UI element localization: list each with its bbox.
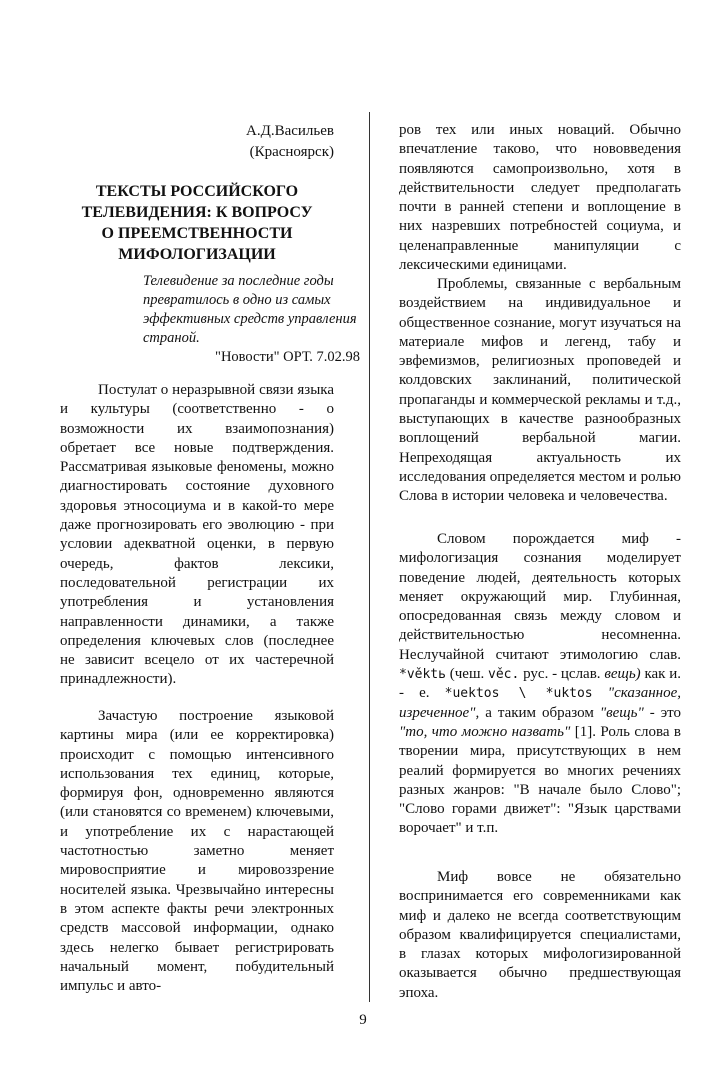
body-paragraph-5 <box>399 530 681 839</box>
body-paragraph-2 <box>60 707 334 996</box>
body-paragraph-4 <box>399 275 681 507</box>
etymon: *uektos \ *uktos <box>444 686 593 702</box>
paragraph-text <box>399 530 681 839</box>
text-run: Словом порождается миф - мифологизация сознания моделирует поведение людей, деятельность которых меняет окружающий мир. Глубинная, опосредованная связь между словом и действительностью несомненна. Неслучайной считают этимологию слав. <box>399 531 681 663</box>
paragraph-text: ров тех или иных новаций. Обычно впечатление таково, что нововведения появляются самопроизвольно, хотя в действительности следует предполагать почти в ранней степени и воплощение в них назревших потребностей социума, и целенаправленные манипуляции с лексическими единицами. <box>399 122 681 274</box>
text-run: как и. - е. <box>399 666 681 702</box>
emphasis: вещь) <box>604 666 641 683</box>
paragraph-text: Проблемы, связанные с вербальным воздействием на индивидуальное и общественное сознание, могут изучаться на материале мифов и легенд, табу и эвфемизмов, религиозных проповедей и колдовских заклинаний, политической пропаганды и коммерческой рекламы и т.д., выступающих в качестве разнообразных воплощений вербальной магии. Непреходящая актуальность их исследования определяется местом и ролью Слова в истории человека и человечества. <box>399 276 681 505</box>
column-divider <box>369 112 370 1002</box>
emphasis: "сказанное, изреченное", <box>399 685 682 721</box>
text-run: а таким образом <box>485 704 594 721</box>
body-paragraph-3 <box>399 121 681 275</box>
epigraph <box>143 272 360 367</box>
author-city: (Красноярск) <box>249 144 334 160</box>
emphasis: "вещь" <box>599 704 644 721</box>
text-run: - это <box>649 704 682 721</box>
author-name: А.Д.Васильев <box>246 123 334 139</box>
title-line-2: ТЕЛЕВИДЕНИЯ: К ВОПРОСУ <box>81 204 313 221</box>
article-title <box>60 181 334 265</box>
emphasis: "то, что можно назвать" <box>399 723 571 740</box>
author-block <box>60 121 334 163</box>
text-run: рус. - цслав. <box>523 666 601 683</box>
epigraph-source: "Новости" ОРТ. 7.02.98 <box>215 349 360 365</box>
title-line-4: МИФОЛОГИЗАЦИИ <box>118 246 276 263</box>
body-paragraph-6 <box>399 868 681 1003</box>
paragraph-text: Постулат о неразрывной связи языка и культуры (соответственно - о возможности их взаимопознания) обретает все новые подтверждения. Рассматривая языковые феномены, можно диагностировать состояние духовного здоровья этносоциума и в какой-то мере даже прогнозировать его эволюцию - при условии адекватной оценки, в первую очередь, фактов лексики, последовательной регистрации их употребления и установления направленности динамики, а также определения ключевых слов (последнее не зависит всецело от их частеречной принадлежности). <box>60 382 334 688</box>
paragraph-text: Зачастую построение языковой картины мира (или ее корректировка) происходит с помощью интенсивного использования тех единиц, которые, формируя фон, одновременно являются (или становятся со временем) ключевыми, и употребление их с нарастающей частотностью заметно меняет мировосприятие и мировоззрение носителей языка. Чрезвычайно интересны в этом аспекте факты речи электронных средств массовой информации, однако здесь нелегко бывает регистрировать начальный момент, побудительный импульс и авто- <box>60 708 334 995</box>
paragraph-text: Миф вовсе не обязательно воспринимается его современниками как миф и далеко не всегда соответствующим образом квалифицируется специалистами, в глазах которых мифологизированной оказывается обычно предшествующая эпоха. <box>399 869 681 1001</box>
text-run: (чеш. <box>449 666 485 683</box>
title-line-1: ТЕКСТЫ РОССИЙСКОГО <box>95 183 299 200</box>
body-paragraph-1 <box>60 381 334 690</box>
text-run: [1]. Роль слова в творении мира, присутствующих в нем реалий формируется во многих речениях разных жанров: "В начале было Слово"; "Слово горами движет": "Язык царствами ворочает" и т.п. <box>399 723 682 837</box>
epigraph-quote: Телевидение за последние годы превратилось в одно из самых эффективных средств управления страной. <box>143 273 357 346</box>
title-line-3: О ПРЕЕМСТВЕННОСТИ <box>101 225 293 242</box>
etymon: věc. <box>488 667 520 683</box>
page-number: 9 <box>359 1012 367 1028</box>
etymon: *věktь <box>399 667 446 683</box>
